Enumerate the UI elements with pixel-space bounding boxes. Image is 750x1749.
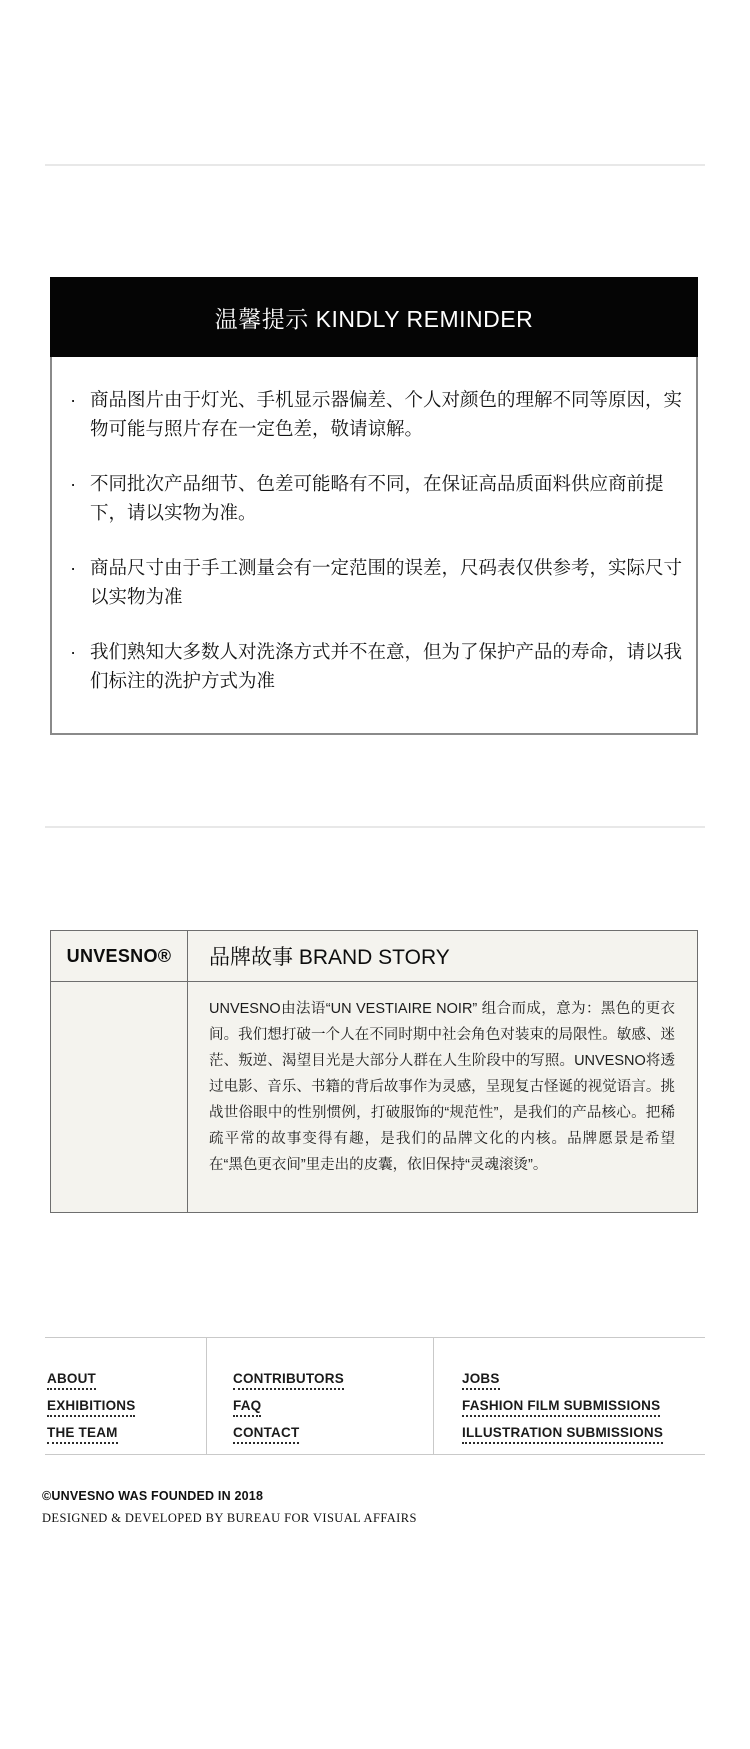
bullet-dot-icon: · xyxy=(70,473,77,494)
copyright-founded-line: ©UNVESNO WAS FOUNDED IN 2018 xyxy=(42,1489,264,1503)
footer-link-the-team[interactable] xyxy=(47,1424,206,1444)
footer-link-contributors-label: CONTRIBUTORS xyxy=(233,1371,344,1390)
footer-link-fashion-film-submissions[interactable] xyxy=(462,1397,705,1417)
footer-column-2 xyxy=(206,1338,433,1454)
brand-story-heading: 品牌故事 BRAND STORY xyxy=(209,946,450,969)
footer-link-about[interactable] xyxy=(47,1370,206,1390)
reminder-item xyxy=(70,553,696,611)
brand-story-text-cell xyxy=(188,982,697,1212)
brand-name: UNVESNO® xyxy=(66,945,172,966)
footer-link-contact-label: CONTACT xyxy=(233,1425,299,1444)
footer-column-1 xyxy=(45,1338,206,1454)
footer-link-exhibitions[interactable] xyxy=(47,1397,206,1417)
reminder-item-text: 我们熟知大多数人对洗涤方式并不在意，但为了保护产品的寿命，请以我们标注的洗护方式为准 xyxy=(90,641,683,691)
footer-link-exhibitions-label: EXHIBITIONS xyxy=(47,1398,135,1417)
footer-link-jobs[interactable] xyxy=(462,1370,705,1390)
brand-story-empty-cell xyxy=(51,982,188,1212)
reminder-item-text: 商品尺寸由于手工测量会有一定范围的误差，尺码表仅供参考，实际尺寸以实物为准 xyxy=(90,557,683,607)
footer-link-faq-label: FAQ xyxy=(233,1398,261,1417)
kindly-reminder-body xyxy=(50,357,698,735)
reminder-item xyxy=(70,469,696,527)
footer-link-about-label: ABOUT xyxy=(47,1371,96,1390)
footer-links-nav xyxy=(45,1337,705,1455)
footer-link-faq[interactable] xyxy=(233,1397,433,1417)
footer-column-3 xyxy=(433,1338,705,1454)
bullet-dot-icon: · xyxy=(70,557,77,578)
brand-story-heading-cell xyxy=(188,931,697,981)
footer-link-the-team-label: THE TEAM xyxy=(47,1425,118,1444)
section-divider-middle xyxy=(45,826,705,828)
brand-story-header-row xyxy=(51,931,697,982)
reminder-item xyxy=(70,637,696,695)
brand-name-cell xyxy=(51,931,188,981)
footer-link-contact[interactable] xyxy=(233,1424,433,1444)
reminder-item-text: 不同批次产品细节、色差可能略有不同，在保证高品质面料供应商前提下，请以实物为准。 xyxy=(90,473,664,523)
bullet-dot-icon: · xyxy=(70,389,77,410)
footer-link-illustration-submissions[interactable] xyxy=(462,1424,705,1444)
section-divider-top xyxy=(45,164,705,166)
footer-link-fashion-film-submissions-label: FASHION FILM SUBMISSIONS xyxy=(462,1398,660,1417)
footer-link-illustration-submissions-label: ILLUSTRATION SUBMISSIONS xyxy=(462,1425,663,1444)
bullet-dot-icon: · xyxy=(70,641,77,662)
kindly-reminder-title: 温馨提示 KINDLY REMINDER xyxy=(214,305,534,332)
copyright-credit-line: DESIGNED & DEVELOPED BY BUREAU FOR VISUAL AFFAIRS xyxy=(42,1511,417,1525)
footer-link-contributors[interactable] xyxy=(233,1370,433,1390)
footer-link-jobs-label: JOBS xyxy=(462,1371,500,1390)
reminder-item-text: 商品图片由于灯光、手机显示器偏差、个人对颜色的理解不同等原因，实物可能与照片存在一定色差，敬请谅解。 xyxy=(90,389,683,439)
brand-story-body-row xyxy=(51,982,697,1212)
kindly-reminder-section xyxy=(50,277,698,735)
brand-story-section xyxy=(50,930,698,1213)
kindly-reminder-header xyxy=(50,277,698,357)
reminder-item xyxy=(70,385,696,443)
brand-story-text: UNVESNO由法语“UN VESTIAIRE NOIR” 组合而成，意为：黑色的更衣间。我们想打破一个人在不同时期中社会角色对装束的局限性。敏感、迷茫、叛逆、渴望目光是大部分人群在人生阶段中的写照。UNVESNO将透过电影、音乐、书籍的背后故事作为灵感，呈现复古怪诞的视觉语言。挑战世俗眼中的性别惯例，打破服饰的“规范性”，是我们的产品核心。把稀疏平常的故事变得有趣，是我们的品牌文化的内核。品牌愿景是希望在“黑色更衣间”里走出的皮囊，依旧保持“灵魂滚烫”。 xyxy=(209,1001,675,1173)
